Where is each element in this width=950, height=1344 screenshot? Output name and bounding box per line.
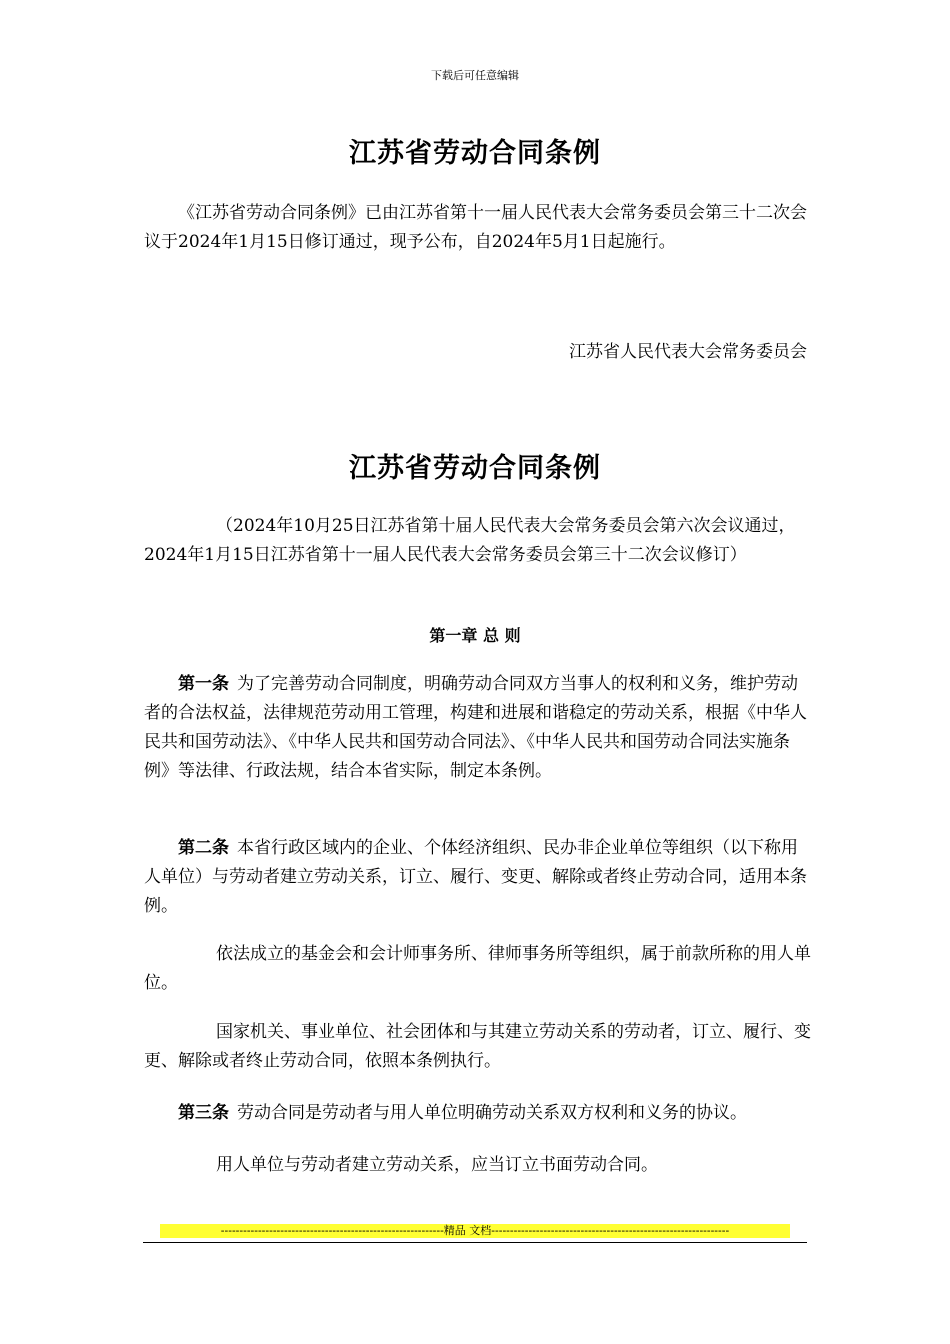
article-text: 为了完善劳动合同制度，明确劳动合同双方当事人的权利和义务，维护劳动者的合法权益，法律规范劳动用工管理，构建和进展和谐稳定的劳动关系，根据《中华人民共和国劳动法》、《中华人民共和国劳动合同法》、《中华人民共和国劳动合同法实施条例》等法律、行政法规，结合本省实际，制定本条例。 [144,674,807,781]
article-2 [144,834,812,921]
chapter-heading: 第一章 总 则 [429,626,521,645]
announcement-text: 《江苏省劳动合同条例》已由江苏省第十一届人民代表大会常务委员会第三十二次会议于2024年1月15日修订通过，现予公布，自2024年5月1日起施行。 [144,203,807,252]
article-2-paragraph-2: 依法成立的基金会和会计师事务所、律师事务所等组织，属于前款所称的用人单位。 [144,944,811,993]
footer-divider [143,1242,807,1243]
article-text: 本省行政区域内的企业、个体经济组织、民办非企业单位等组织（以下称用人单位）与劳动者建立劳动关系，订立、履行、变更、解除或者终止劳动合同，适用本条例。 [144,838,807,916]
article-label: 第二条 [178,838,229,858]
regulation-title: 江苏省劳动合同条例 [349,453,601,484]
article-1 [144,670,812,786]
article-label: 第一条 [178,674,229,694]
article-3-paragraph-2: 用人单位与劳动者建立劳动关系，应当订立书面劳动合同。 [216,1155,658,1175]
adoption-note: （2024年10月25日江苏省第十届人民代表大会常务委员会第六次会议通过，2024年1月15日江苏省第十一届人民代表大会常务委员会第三十二次会议修订） [144,516,796,565]
article-2-paragraph-3: 国家机关、事业单位、社会团体和与其建立劳动关系的劳动者，订立、履行、变更、解除或者终止劳动合同，依照本条例执行。 [144,1022,811,1071]
header-note: 下载后可任意编辑 [431,69,519,82]
document-title: 江苏省劳动合同条例 [349,138,601,169]
article-3 [144,1099,824,1128]
issuer: 江苏省人民代表大会常务委员会 [569,342,807,362]
footer-banner: ------------------------------------------------------------精品 文档---------------------------------------------------------------- [160,1224,790,1238]
article-label: 第三条 [178,1103,229,1123]
article-text: 劳动合同是劳动者与用人单位明确劳动关系双方权利和义务的协议。 [237,1103,747,1123]
